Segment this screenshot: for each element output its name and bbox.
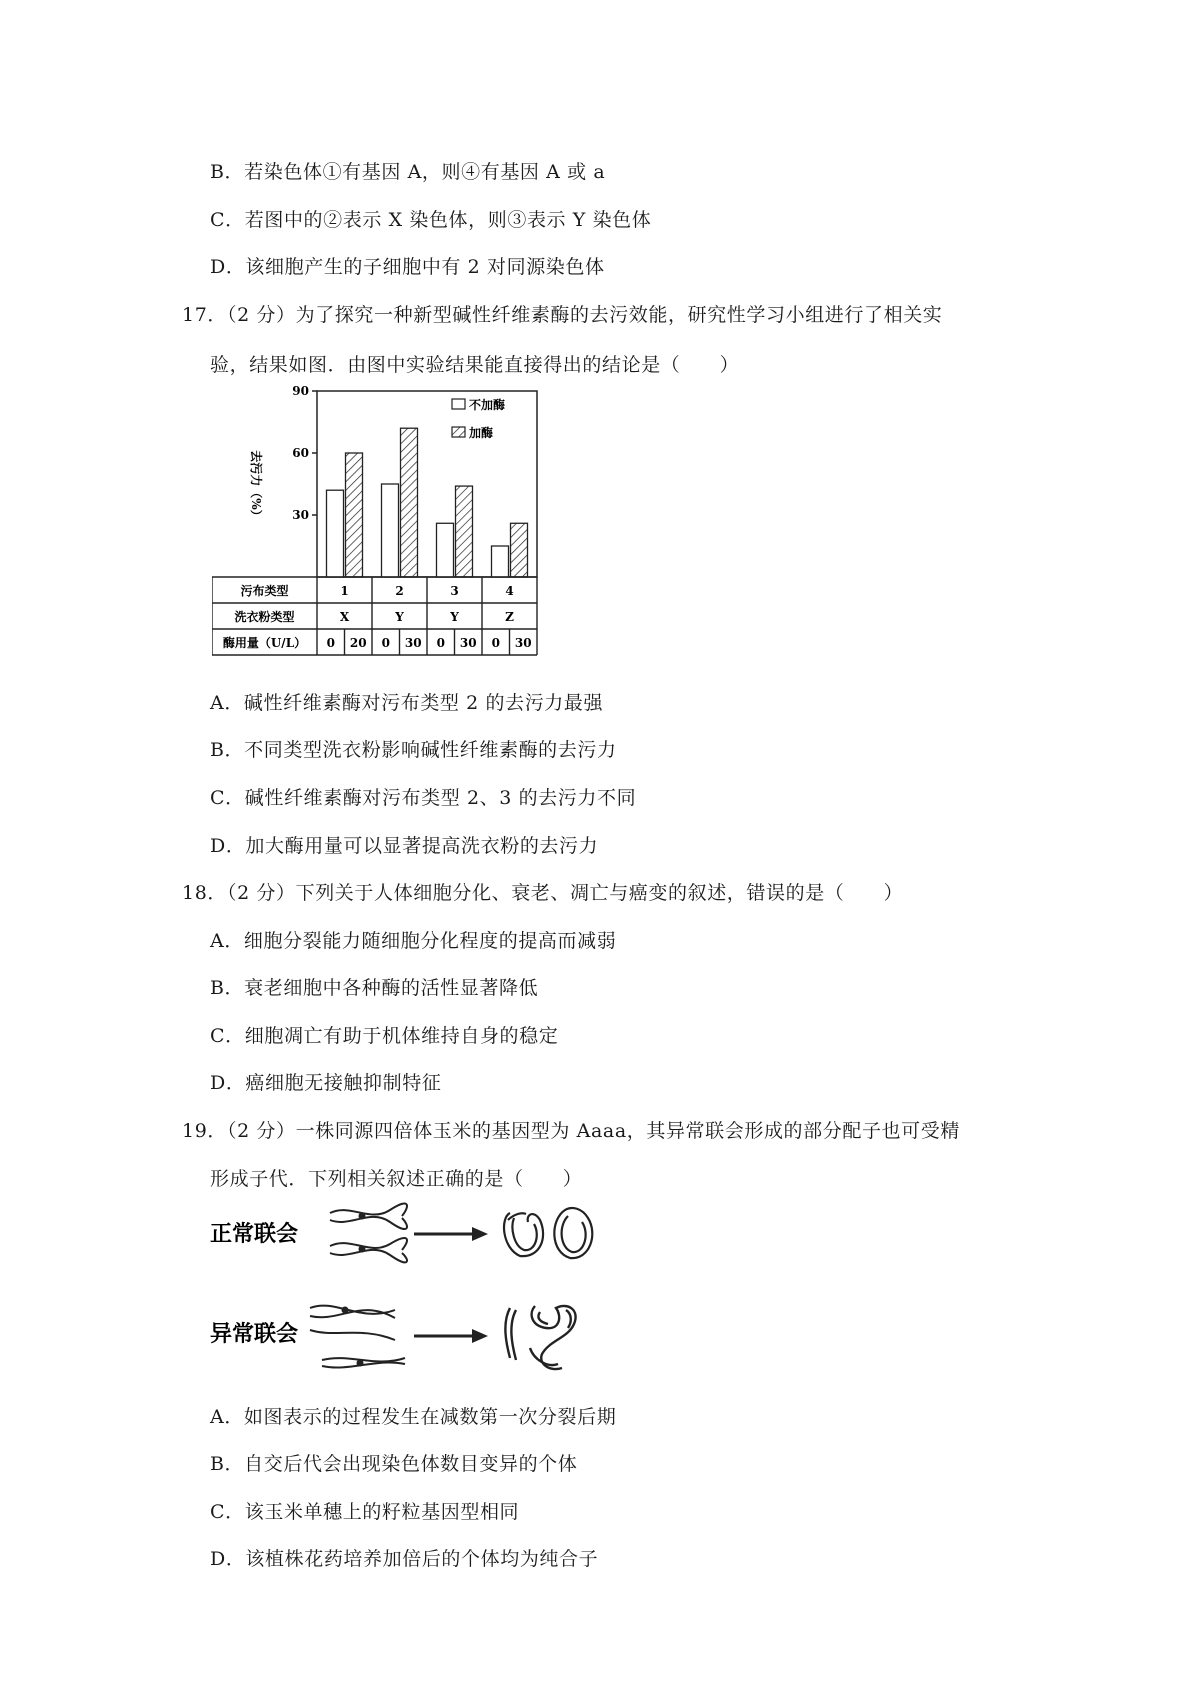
q17-option-b: B．不同类型洗衣粉影响碱性纤维素酶的去污力	[210, 739, 617, 761]
table-enzyme-amount: 30	[514, 636, 532, 650]
q19-option-a: A．如图表示的过程发生在减数第一次分裂后期	[210, 1406, 617, 1428]
q18-option-b: B．衰老细胞中各种酶的活性显著降低	[210, 977, 539, 999]
legend-label: 不加酶	[469, 398, 506, 412]
bar-enzyme-2	[401, 428, 418, 577]
table-enzyme-amount: 0	[381, 636, 390, 650]
normal-chromosomes	[330, 1204, 407, 1263]
table-row-label: 酶用量（U/L）	[222, 636, 307, 650]
q16-option-c: C．若图中的②表示 X 染色体，则③表示 Y 染色体	[210, 209, 652, 231]
bar-no-enzyme-2	[382, 484, 399, 577]
synapsis-diagram	[210, 1198, 620, 1388]
table-enzyme-amount: 30	[404, 636, 422, 650]
legend-swatch	[452, 427, 465, 437]
abnormal-synapsis-label: 异常联会	[210, 1321, 299, 1347]
table-detergent-type: Y	[395, 610, 404, 624]
table-enzyme-amount: 0	[436, 636, 445, 650]
normal-arrow	[414, 1227, 488, 1241]
y-tick-label: 60	[292, 446, 309, 460]
q17-option-a: A．碱性纤维素酶对污布类型 2 的去污力最强	[210, 692, 604, 714]
table-row-label: 洗衣粉类型	[234, 610, 295, 624]
q18-stem: 18．（2 分）下列关于人体细胞分化、衰老、凋亡与癌变的叙述，错误的是（ ）	[182, 882, 904, 904]
table-row-label: 污布类型	[240, 584, 289, 598]
q19-option-b: B．自交后代会出现染色体数目变异的个体	[210, 1453, 578, 1475]
table-enzyme-amount: 30	[459, 636, 477, 650]
q16-option-b: B．若染色体①有基因 A，则④有基因 A 或 a	[210, 161, 606, 183]
q17-stem-line1: 17．（2 分）为了探究一种新型碱性纤维素酶的去污效能，研究性学习小组进行了相关实	[182, 304, 943, 326]
q18-option-a: A．细胞分裂能力随细胞分化程度的提高而减弱	[210, 930, 617, 952]
table-cloth-type: 3	[450, 584, 459, 598]
table-detergent-type: Y	[450, 610, 459, 624]
bar-enzyme-3	[456, 486, 473, 577]
q17-bar-chart-figure	[212, 386, 552, 670]
table-detergent-type: X	[339, 610, 350, 624]
q18-option-d: D．癌细胞无接触抑制特征	[210, 1072, 442, 1094]
table-enzyme-amount: 20	[349, 636, 367, 650]
table-enzyme-amount: 0	[326, 636, 335, 650]
abnormal-chromosome-shapes	[505, 1306, 575, 1369]
q18-option-c: C．细胞凋亡有助于机体维持自身的稳定	[210, 1025, 559, 1047]
q17-option-d: D．加大酶用量可以显著提高洗衣粉的去污力	[210, 835, 599, 857]
y-tick-label: 90	[292, 386, 309, 398]
q17-stem-line2: 验，结果如图．由图中实验结果能直接得出的结论是（ ）	[210, 354, 740, 376]
bar-no-enzyme-1	[327, 490, 344, 577]
q19-stem-line2: 形成子代．下列相关叙述正确的是（ ）	[210, 1168, 583, 1190]
q19-option-c: C．该玉米单穗上的籽粒基因型相同	[210, 1501, 520, 1523]
table-enzyme-amount: 0	[491, 636, 500, 650]
bar-no-enzyme-3	[437, 523, 454, 577]
normal-bivalent-rings	[504, 1208, 592, 1258]
q17-option-c: C．碱性纤维素酶对污布类型 2、3 的去污力不同	[210, 787, 637, 809]
bar-enzyme-4	[511, 523, 528, 577]
q16-option-d: D．该细胞产生的子细胞中有 2 对同源染色体	[210, 256, 605, 278]
y-tick-label: 30	[292, 508, 309, 522]
table-detergent-type: Z	[505, 610, 514, 624]
q19-synapsis-figure	[210, 1198, 620, 1392]
table-cloth-type: 2	[395, 584, 404, 598]
bar-no-enzyme-4	[492, 546, 509, 577]
y-axis-label: 去污力（%）	[249, 450, 263, 522]
legend-label: 加酶	[469, 426, 494, 440]
q19-stem-line1: 19．（2 分）一株同源四倍体玉米的基因型为 Aaaa，其异常联会形成的部分配子也可受精	[182, 1120, 960, 1142]
legend-swatch	[452, 399, 465, 409]
normal-synapsis-label: 正常联会	[210, 1221, 299, 1247]
abnormal-arrow	[414, 1329, 488, 1343]
table-cloth-type: 4	[505, 584, 514, 598]
bar-enzyme-1	[346, 453, 363, 577]
bar-chart	[212, 386, 552, 666]
q19-option-d: D．该植株花药培养加倍后的个体均为纯合子	[210, 1548, 599, 1570]
table-cloth-type: 1	[340, 584, 349, 598]
abnormal-chromosomes	[310, 1306, 405, 1368]
